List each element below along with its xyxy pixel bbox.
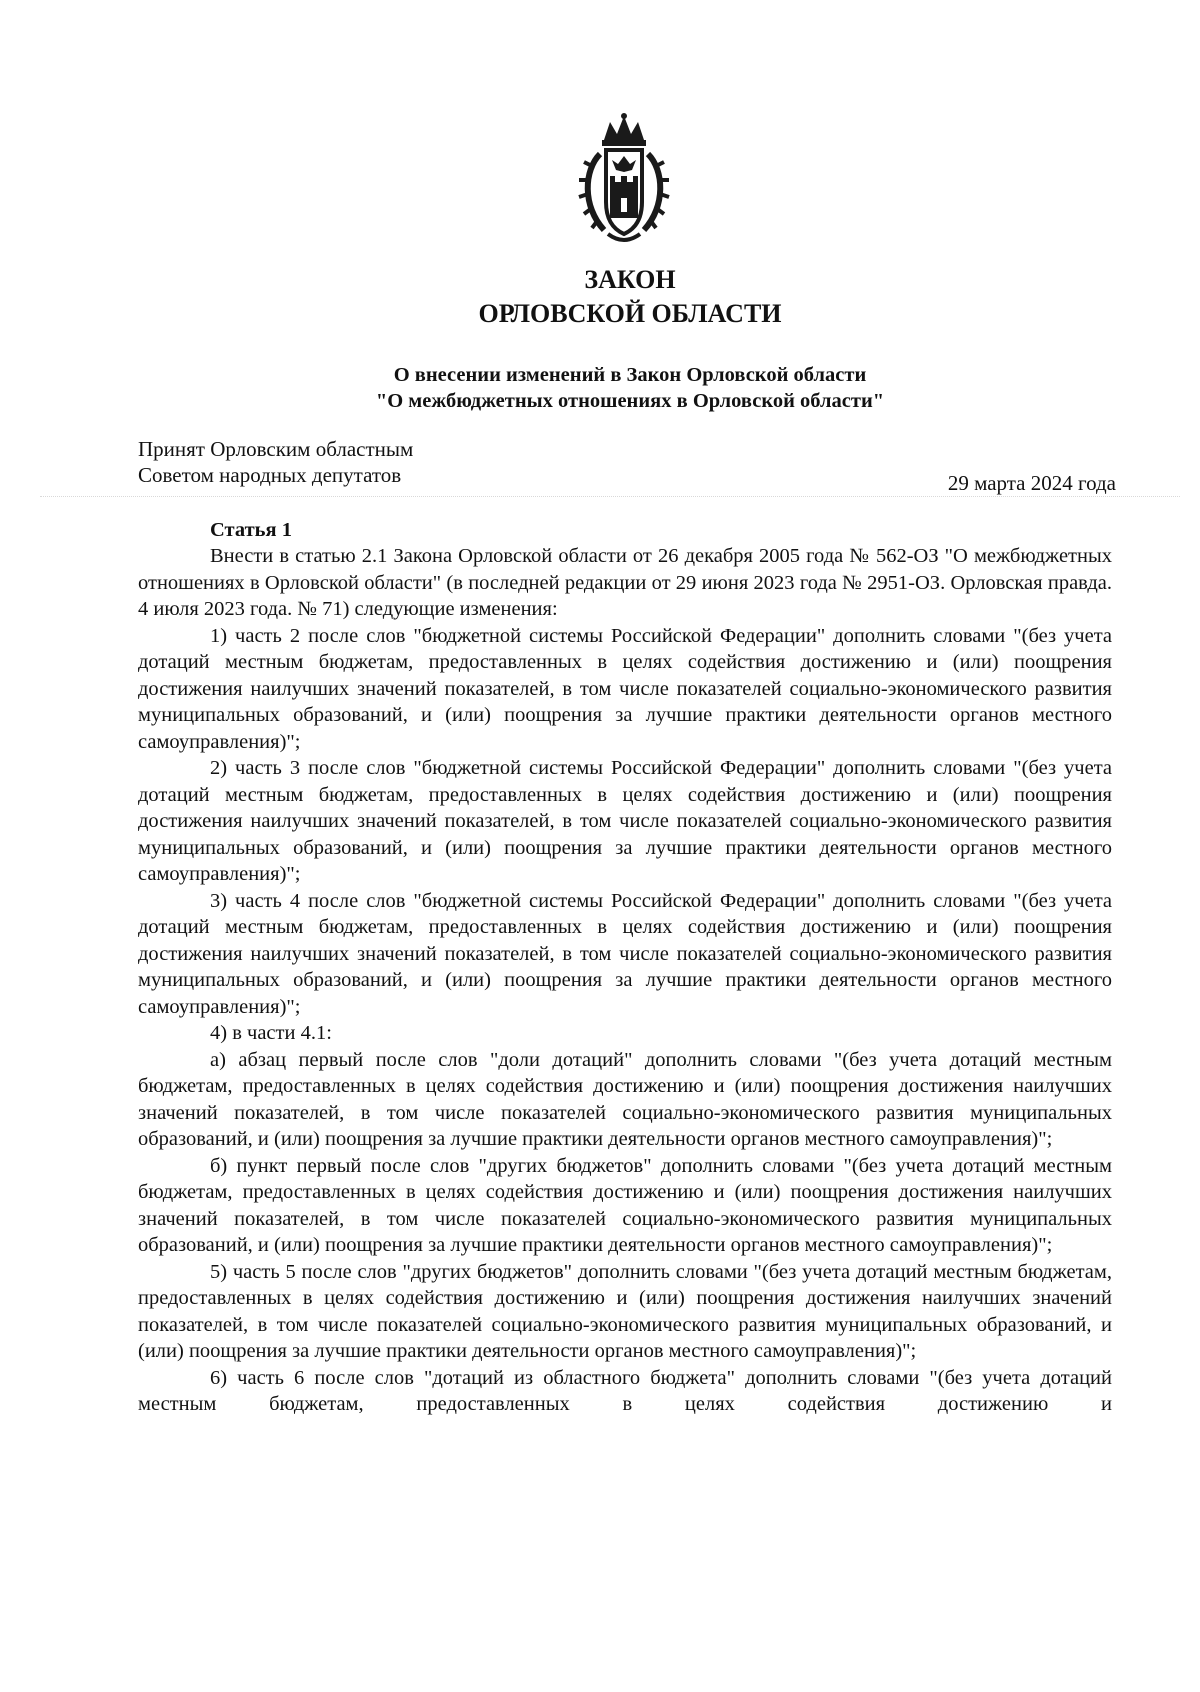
article-item-3: 3) часть 4 после слов "бюджетной системы Российской Федерации" дополнить словами "(без учета дотаций местным бюджетам, предоставленных в целях содействия достижению и (или) поощрения достижения наилучших значений показателей, в том числе показателей социально-экономического развития муниципальных образований, и (или) поощрения за лучшие практики деятельности органов местного самоуправления)"; bbox=[138, 889, 1112, 1018]
adoption-line1: Принят Орловским областным bbox=[138, 437, 414, 461]
article-heading: Статья 1 bbox=[210, 519, 292, 541]
article-intro: Внести в статью 2.1 Закона Орловской области от 26 декабря 2005 года № 562-ОЗ "О межбюджетных отношениях в Орловской области" (в последней редакции от 29 июня 2023 года № 2951-ОЗ. Орловская правда. 4 июля 2023 года. № 71) следующие изменения: bbox=[138, 545, 1112, 620]
document-subtitle-line1: О внесении изменений в Закон Орловской области bbox=[393, 364, 867, 386]
article-item-4a: а) абзац первый после слов "доли дотаций" дополнить словами "(без учета дотаций местным бюджетам, предоставленных в целях содействия достижению и (или) поощрения достижения наилучших значений показателей, в том числе показателей социально-экономического развития муниципальных образований, и (или) поощрения за лучшие практики деятельности органов местного самоуправления)"; bbox=[138, 1048, 1112, 1150]
article-item-1: 1) часть 2 после слов "бюджетной системы Российской Федерации" дополнить словами "(без учета дотаций местным бюджетам, предоставленных в целях содействия достижению и (или) поощрения достижения наилучших значений показателей, в том числе показателей социально-экономического развития муниципальных образований, и (или) поощрения за лучшие практики деятельности органов местного самоуправления)"; bbox=[138, 624, 1112, 753]
article-item-6: 6) часть 6 после слов "дотаций из областного бюджета" дополнить словами "(без учета дотаций местным бюджетам, предоставленных в целях содействия достижению и bbox=[138, 1366, 1112, 1415]
article-item-4: 4) в части 4.1: bbox=[210, 1022, 332, 1044]
document-subtitle-line2: "О межбюджетных отношениях в Орловской области" bbox=[375, 390, 885, 412]
document-title-line2: ОРЛОВСКОЙ ОБЛАСТИ bbox=[478, 299, 782, 328]
article-item-5: 5) часть 5 после слов "других бюджетов" дополнить словами "(без учета дотаций местным бюджетам, предоставленных в целях содействия достижению и (или) поощрения достижения наилучших значений показателей, в том числе показателей социально-экономического развития муниципальных образований, и (или) поощрения за лучшие практики деятельности органов местного самоуправления)"; bbox=[138, 1260, 1112, 1362]
adoption-line2: Советом народных депутатов bbox=[138, 463, 402, 487]
orel-oblast-coat-of-arms-icon bbox=[570, 110, 678, 250]
document-title-line1: ЗАКОН bbox=[584, 265, 676, 294]
adoption-block bbox=[138, 436, 413, 488]
document-subtitle-block bbox=[0, 362, 1200, 414]
article-body bbox=[138, 543, 1112, 1418]
article-item-2: 2) часть 3 после слов "бюджетной системы Российской Федерации" дополнить словами "(без учета дотаций местным бюджетам, предоставленных в целях содействия достижению и (или) поощрения достижения наилучших значений показателей, в том числе показателей социально-экономического развития муниципальных образований, и (или) поощрения за лучшие практики деятельности органов местного самоуправления)"; bbox=[138, 757, 1112, 885]
article-item-4b: б) пункт первый после слов "других бюджетов" дополнить словами "(без учета дотаций местным бюджетам, предоставленных в целях содействия достижению и (или) поощрения достижения наилучших значений показателей, в том числе показателей социально-экономического развития муниципальных образований, и (или) поощрения за лучшие практики деятельности органов местного самоуправления)"; bbox=[138, 1154, 1112, 1256]
separator-line bbox=[40, 496, 1180, 497]
document-title-block bbox=[0, 263, 1200, 331]
adoption-date: 29 марта 2024 года bbox=[947, 471, 1116, 495]
coat-of-arms-emblem bbox=[570, 110, 678, 250]
